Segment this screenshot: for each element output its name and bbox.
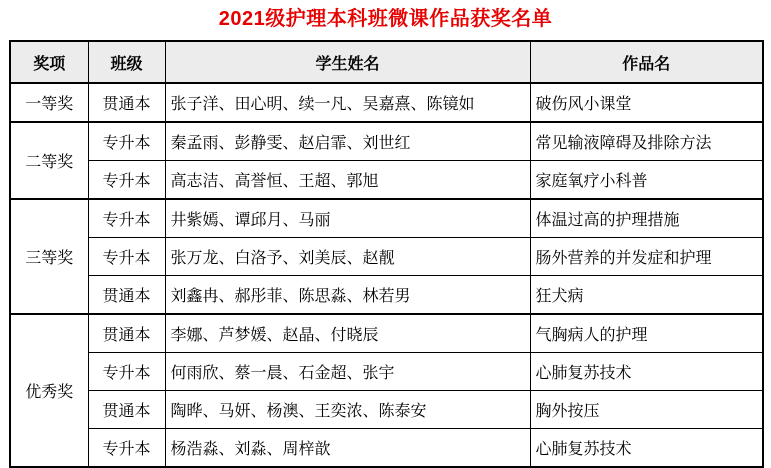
students-cell: 刘鑫冉、郝彤菲、陈思淼、林若男 [165,276,530,315]
work-cell: 肠外营养的并发症和护理 [530,238,763,276]
class-cell: 贯通本 [88,276,165,315]
table-row [10,161,763,200]
students-cell: 张子洋、田心明、续一凡、吴嘉熹、陈镜如 [165,83,530,122]
class-cell: 专升本 [88,429,165,468]
students-cell: 何雨欣、蔡一晨、石金超、张宇 [165,353,530,391]
document-page [9,0,762,468]
students-cell: 陶晔、马妍、杨澳、王奕浓、陈泰安 [165,391,530,429]
work-cell: 气胸病人的护理 [530,314,763,353]
award-cell: 一等奖 [10,83,88,122]
class-cell: 专升本 [88,199,165,238]
column-header-award: 奖项 [10,41,88,83]
students-cell: 张万龙、白洛予、刘美辰、赵靓 [165,238,530,276]
award-cell: 优秀奖 [10,314,88,467]
award-cell: 二等奖 [10,122,88,199]
class-cell: 专升本 [88,353,165,391]
students-cell: 井紫嫣、谭邱月、马丽 [165,199,530,238]
work-cell: 破伤风小课堂 [530,83,763,122]
table-row [10,391,763,429]
award-table [9,40,764,468]
class-cell: 贯通本 [88,83,165,122]
students-cell: 高志洁、高誉恒、王超、郭旭 [165,161,530,200]
work-cell: 胸外按压 [530,391,763,429]
students-cell: 秦孟雨、彭静雯、赵启霏、刘世红 [165,122,530,161]
table-row [10,314,763,353]
table-header-row [10,41,763,83]
table-row [10,122,763,161]
class-cell: 贯通本 [88,314,165,353]
table-row [10,83,763,122]
award-cell: 三等奖 [10,199,88,314]
work-cell: 心肺复苏技术 [530,353,763,391]
table-row [10,238,763,276]
work-cell: 家庭氧疗小科普 [530,161,763,200]
table-row [10,199,763,238]
class-cell: 贯通本 [88,391,165,429]
table-row [10,429,763,468]
work-cell: 体温过高的护理措施 [530,199,763,238]
column-header-students: 学生姓名 [165,41,530,83]
class-cell: 专升本 [88,238,165,276]
students-cell: 杨浩淼、刘淼、周梓歆 [165,429,530,468]
class-cell: 专升本 [88,122,165,161]
students-cell: 李娜、芦梦媛、赵晶、付晓辰 [165,314,530,353]
work-cell: 常见输液障碍及排除方法 [530,122,763,161]
work-cell: 狂犬病 [530,276,763,315]
table-row [10,276,763,315]
column-header-work: 作品名 [530,41,763,83]
page-title: 2021级护理本科班微课作品获奖名单 [218,8,553,30]
column-header-class: 班级 [88,41,165,83]
table-row [10,353,763,391]
work-cell: 心肺复苏技术 [530,429,763,468]
class-cell: 专升本 [88,161,165,200]
